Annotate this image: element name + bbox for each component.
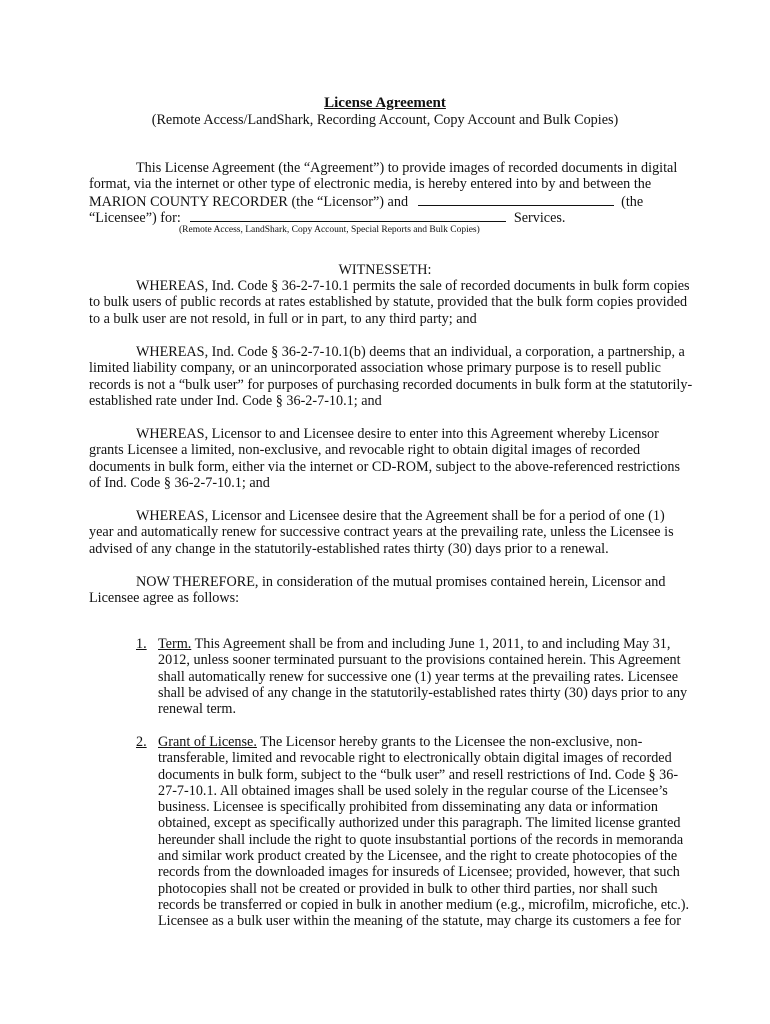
whereas-paragraph-3: WHEREAS, Licensor to and Licensee desire to enter into this Agreement whereby Licensor grants Licensee a limited, non-exclusive, and revocable right to obtain digital images of recorded documents in bulk form, either via the internet or CD-ROM, subject to the above-referenced restrictions of Ind. Code § 36-2-7-10.1; and xyxy=(89,426,680,491)
section-body: Term. This Agreement shall be from and including June 1, 2011, to and including May 31, 2012, unless sooner terminated pursuant to the provisions contained herein. This Agreement shall automatically renew for successive one (1) year terms at the prevailing rates. Licensee shall be advised of any change in the statutorily-established rates thirty (30) days prior to any renewal term. xyxy=(158,636,688,718)
intro-line xyxy=(89,193,681,209)
witnesseth-heading: WITNESSETH: xyxy=(338,262,432,278)
section-heading: Grant of License. xyxy=(158,734,257,750)
services-text: Services. xyxy=(513,209,566,226)
licensee-text: (the xyxy=(621,193,644,210)
now-therefore-paragraph: NOW THEREFORE, in consideration of the mutual promises contained herein, Licensor and Licensee agree as follows: xyxy=(89,574,666,607)
intro-paragraph xyxy=(89,160,681,236)
whereas-paragraph-1: WHEREAS, Ind. Code § 36-2-7-10.1 permits the sale of recorded documents in bulk form copies to bulk users of public records at rates established by statute, provided that the bulk form copies provided to a bulk user are not resold, in full or in part, to any third party; and xyxy=(89,278,690,327)
services-note: (Remote Access, LandShark, Copy Account, Special Reports and Bulk Copies) xyxy=(179,225,480,236)
document-subtitle: (Remote Access/LandShark, Recording Account, Copy Account and Bulk Copies) xyxy=(151,112,619,128)
services-blank[interactable] xyxy=(190,209,506,222)
intro-line: This License Agreement (the “Agreement”) to provide images of recorded documents in digital xyxy=(136,160,678,176)
intro-line xyxy=(89,209,681,225)
licensee-name-blank[interactable] xyxy=(418,193,614,206)
section-number: 2. xyxy=(136,734,147,750)
section-body: Grant of License. The Licensor hereby grants to the Licensee the non-exclusive, non- transferable, limited and revocable right to electronically obtain digital images of recorded documents in bulk form, subject to the “bulk user” and resell restrictions of Ind. Code § 36- 27-7-10.1. All obtained images shall be used solely in the regular course of the Licensee’s business. Licensee is specifically prohibited from disseminating any data or information obtained, except as specifically authorized under this paragraph. The limited license granted hereunder shall include the right to quote insubstantial portions of the records in memoranda and similar work product created by the Licensee, and the right to create photocopies of the records from the downloaded images for insureds of Licensee; provided, however, that such photocopies shall not be created or provided in bulk to other third parties, nor shall such records be transferred or copied in bulk in another medium (e.g., microfilm, microfiche, etc.). Licensee as a bulk user within the meaning of the statute, may charge its customers a fee for xyxy=(158,734,690,930)
section-heading: Term. xyxy=(158,636,192,652)
whereas-paragraph-2: WHEREAS, Ind. Code § 36-2-7-10.1(b) deems that an individual, a corporation, a partnership, a limited liability company, or an unincorporated association whose primary purpose is to resell public records is not a “bulk user” for purposes of purchasing recorded documents in bulk form at the statutorily- established rate under Ind. Code § 36-2-7-10.1; and xyxy=(89,344,693,409)
section-number: 1. xyxy=(136,636,147,652)
licensor-text: MARION COUNTY RECORDER (the “Licensor”) and xyxy=(89,193,409,210)
whereas-paragraph-4: WHEREAS, Licensor and Licensee desire that the Agreement shall be for a period of one (1) year and automatically renew for successive contract years at the prevailing rate, unless the Licensee is advised of any change in the statutorily-established rates thirty (30) days prior to a renewal. xyxy=(89,508,674,557)
licensee-for-text: “Licensee”) for: xyxy=(89,209,181,226)
document-title: License Agreement xyxy=(324,95,446,111)
intro-line: format, via the internet or other type of electronic media, is hereby entered into by and between the xyxy=(89,176,652,193)
